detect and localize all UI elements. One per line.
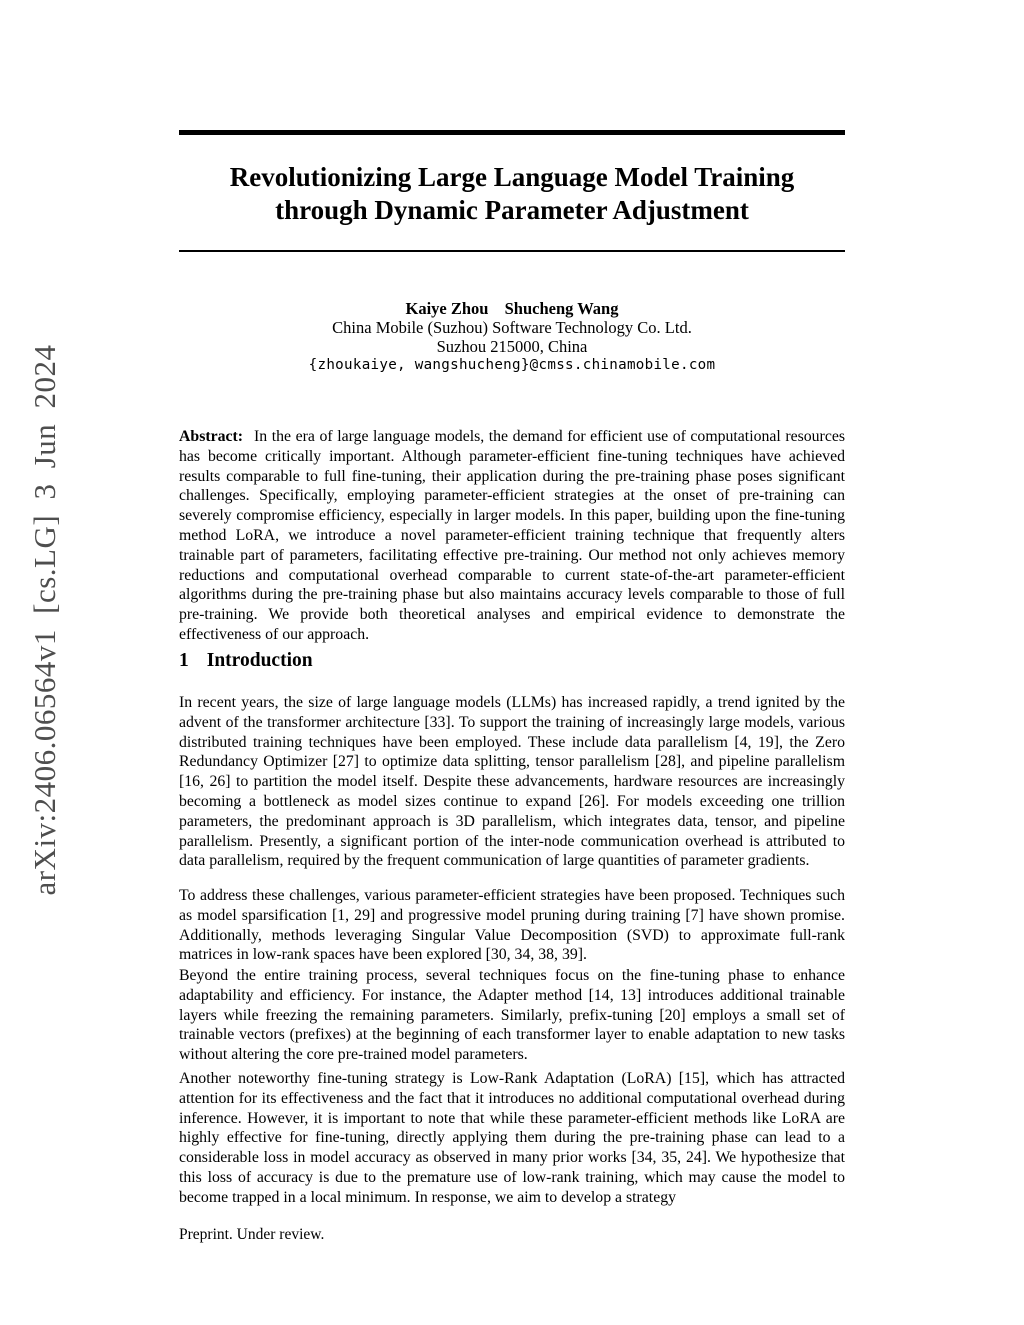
intro-paragraph-2: To address these challenges, various parameter-efficient strategies have been proposed. Techniques such as model sparsification [1, 29] and progressive model pruning during training [7] have shown promise. Additionally, methods leveraging Singular Value Decomposition (SVD) to approximate full-rank matrices in low-rank spaces have been explored [30, 34, 38, 39]. [179, 887, 845, 964]
intro-paragraph-1: In recent years, the size of large language models (LLMs) has increased rapidly, a trend ignited by the advent of the transformer architecture [33]. To support the training of increasingly large models, various distributed training techniques have been employed. These include data parallelism [4, 19], the Zero Redundancy Optimizer [27] to optimize data splitting, tensor parallelism [28], and pipeline parallelism [16, 26] to partition the model itself. Despite these advancements, hardware resources are increasingly becoming a bottleneck as model sizes continue to expand [26]. For models exceeding one trillion parameters, the predominant approach is 3D parallelism, which integrates data, tensor, and pipeline parallelism. Presently, a significant portion of the inter-node communication overhead is attributed to data parallelism, required by the frequent communication of large quantities of parameter gradients. [179, 694, 845, 870]
author-names [179, 299, 845, 318]
author-address: Suzhou 215000, China [436, 337, 588, 356]
section-title: Introduction [206, 650, 313, 671]
intro-paragraph-3: Beyond the entire training process, several techniques focus on the fine-tuning phase to enhance adaptability and efficiency. For instance, the Adapter method [14, 13] introduces additional trainable layers while freezing the remaining parameters. Similarly, prefix-tuning [20] employs a small set of trainable vectors (prefixes) at the beginning of each transformer layer to enable adaptation to new tasks without altering the core pre-trained model parameters. [179, 967, 845, 1064]
author-affiliation: China Mobile (Suzhou) Software Technology Co. Ltd. [332, 318, 692, 337]
footer-note: Preprint. Under review. [179, 1226, 325, 1243]
section-number: 1 [179, 650, 189, 671]
intro-paragraph-4: Another noteworthy fine-tuning strategy is Low-Rank Adaptation (LoRA) [15], which has attracted attention for its effectiveness and the fact that it introduces no additional computational overhead during inference. However, it is important to note that while these parameter-efficient methods like LoRA are highly effective for fine-tuning, directly applying them during the pre-training phase can lead to a considerable loss in model accuracy as observed in many prior works [34, 35, 24]. We hypothesize that this loss of accuracy is due to the premature use of low-rank training, which may cause the model to become trapped in a local minimum. In response, we aim to develop a strategy [179, 1070, 845, 1206]
author-name-2: Shucheng Wang [504, 299, 619, 318]
abstract-paragraph [179, 427, 845, 645]
author-email: {zhoukaiye, wangshucheng}@cmss.chinamobile.com [308, 357, 716, 373]
paper-title-line1: Revolutionizing Large Language Model Training [229, 162, 795, 192]
paper-title-line2: through Dynamic Parameter Adjustment [275, 195, 749, 225]
author-name-1: Kaiye Zhou [405, 299, 489, 318]
abstract-text: In the era of large language models, the demand for efficient use of computational resources has become critically important. Although parameter-efficient fine-tuning techniques have achieved results comparable to full fine-tuning, their application during the pre-training phase poses significant challenges. Specifically, employing parameter-efficient strategies at the onset of pre-training can severely compromise efficiency, especially in larger models. In this paper, building upon the fine-tuning method LoRA, we introduce a novel parameter-efficient training technique that frequently alters trainable part of parameters, facilitating effective pre-training. Our method not only achieves memory reductions and computational overhead comparable to current state-of-the-art parameter-efficient algorithms during the pre-training phase but also maintains accuracy levels comparable to those of full pre-training. We provide both theoretical analyses and empirical evidence to demonstrate the effectiveness of our approach. [179, 428, 845, 643]
abstract-label: Abstract: [179, 428, 244, 445]
arxiv-watermark: arXiv:2406.06564v1 [cs.LG] 3 Jun 2024 [27, 344, 62, 896]
section-heading-introduction [179, 650, 845, 672]
title-rule-top [179, 130, 845, 135]
paper-title [179, 161, 845, 227]
author-block [179, 299, 845, 375]
title-rule-bottom [179, 250, 845, 252]
